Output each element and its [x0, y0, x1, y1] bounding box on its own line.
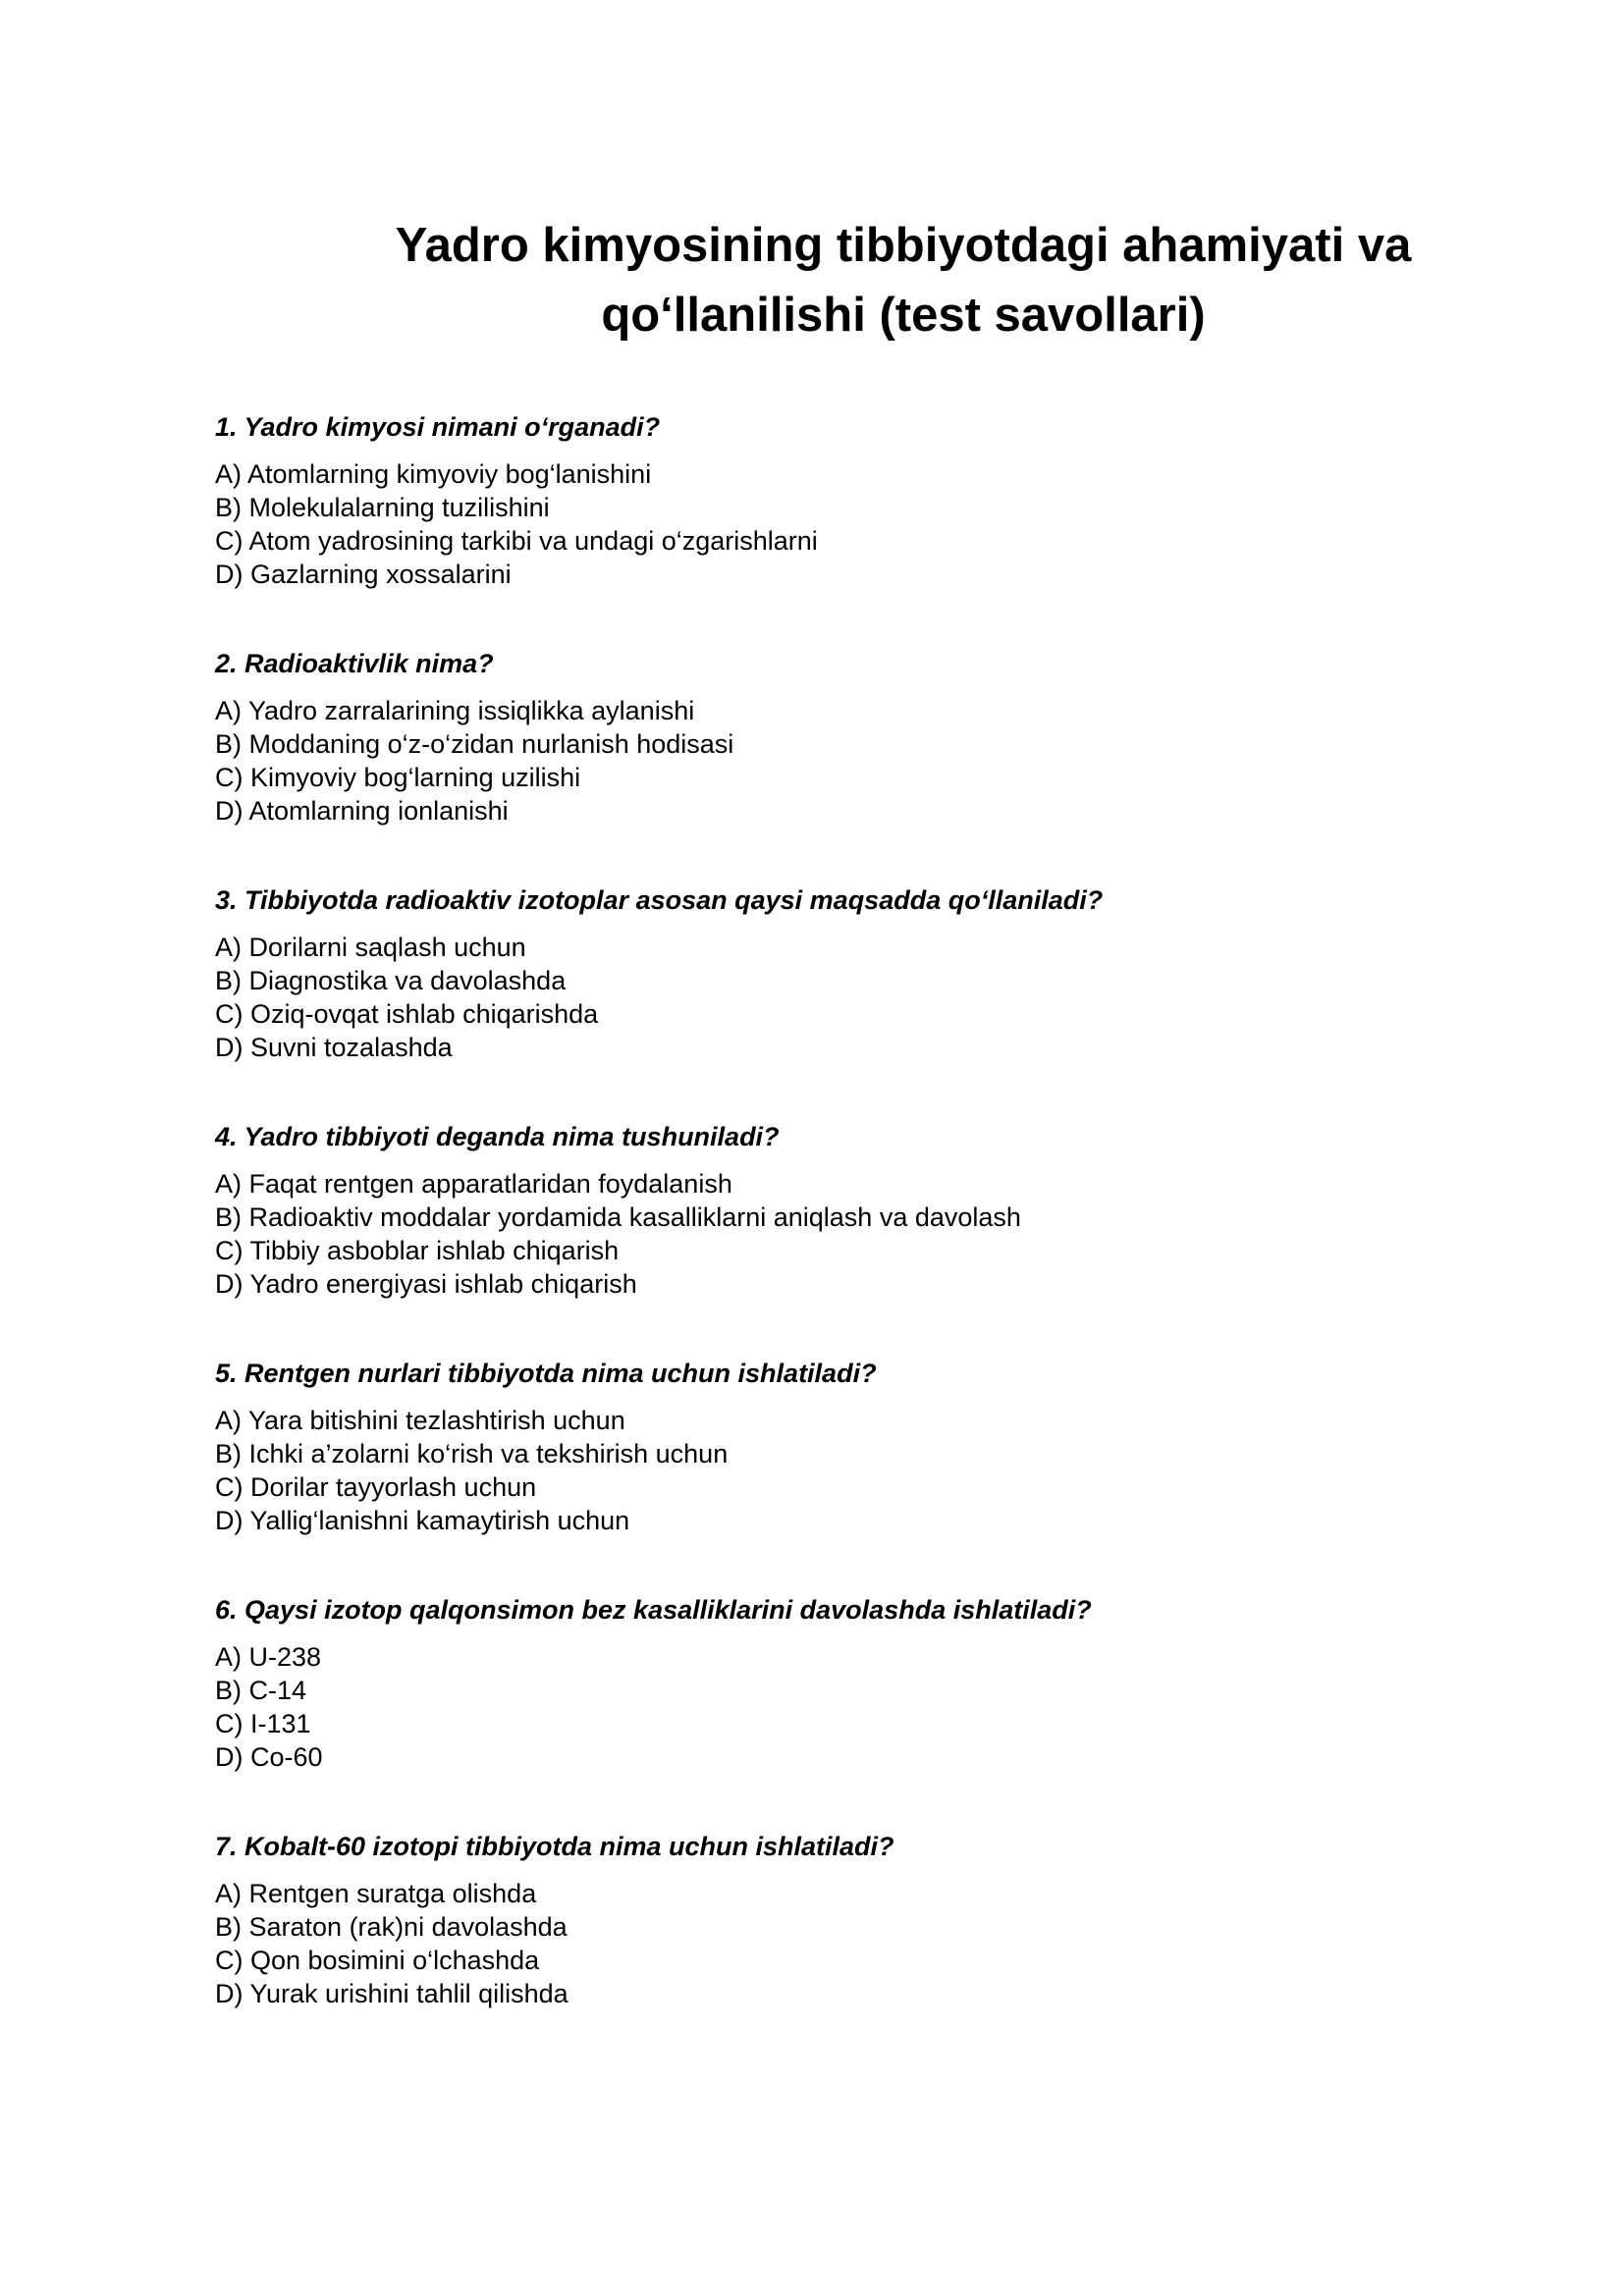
option-c: C) Atom yadrosining tarkibi va undagi o‘zgarishlarni: [215, 526, 818, 556]
question-text: 7. Kobalt-60 izotopi tibbiyotda nima uchun ishlatiladi?: [215, 1832, 894, 1861]
document-title: [216, 211, 1591, 350]
option-c: C) Tibbiy asboblar ishlab chiqarish: [215, 1236, 620, 1265]
option-a: A) U-238: [215, 1642, 322, 1672]
answer-options: [215, 1640, 1491, 1774]
option-b: B) C-14: [215, 1676, 307, 1705]
option-c: C) Qon bosimini o‘lchashda: [215, 1946, 540, 1975]
question-7: [215, 1829, 1491, 2065]
option-d: D) Yurak urishini tahlil qilishda: [215, 1979, 568, 2008]
option-a: A) Dorilarni saqlash uchun: [215, 933, 526, 962]
answer-options: [215, 1877, 1491, 2010]
option-d: D) Yallig‘lanishni kamaytirish uchun: [215, 1506, 630, 1535]
question-text: 5. Rentgen nurlari tibbiyotda nima uchun ishlatiladi?: [215, 1359, 877, 1388]
title-line-2: qo‘llanilishi (test savollari): [601, 289, 1206, 342]
title-line-1: Yadro kimyosining tibbiyotdagi ahamiyati va: [395, 219, 1412, 272]
answer-options: [215, 931, 1491, 1064]
option-c: C) Kimyoviy bog‘larning uzilishi: [215, 763, 581, 792]
option-c: C) Dorilar tayyorlash uchun: [215, 1472, 537, 1502]
option-b: B) Saraton (rak)ni davolashda: [215, 1912, 568, 1942]
answer-options: [215, 1404, 1491, 1537]
option-a: A) Yara bitishini tezlashtirish uchun: [215, 1406, 625, 1435]
option-d: D) Yadro energiyasi ishlab chiqarish: [215, 1269, 637, 1299]
question-3: [215, 882, 1491, 1119]
question-text: 6. Qaysi izotop qalqonsimon bez kasalliklarini davolashda ishlatiladi?: [215, 1595, 1092, 1625]
question-text: 2. Radioaktivlik nima?: [215, 649, 494, 678]
question-4: [215, 1119, 1491, 1356]
option-d: D) Co-60: [215, 1742, 323, 1772]
option-b: B) Moddaning o‘z-o‘zidan nurlanish hodisasi: [215, 729, 734, 759]
answer-options: [215, 694, 1491, 828]
option-a: A) Atomlarning kimyoviy bog‘lanishini: [215, 459, 652, 489]
question-5: [215, 1356, 1491, 1592]
question-text: 1. Yadro kimyosi nimani o‘rganadi?: [215, 412, 661, 442]
option-d: D) Gazlarning xossalarini: [215, 560, 512, 589]
option-b: B) Molekulalarning tuzilishini: [215, 493, 550, 522]
question-text: 4. Yadro tibbiyoti deganda nima tushuniladi?: [215, 1122, 780, 1151]
question-6: [215, 1592, 1491, 1829]
option-b: B) Diagnostika va davolashda: [215, 966, 567, 995]
option-d: D) Atomlarning ionlanishi: [215, 796, 509, 826]
option-b: B) Ichki a’zolarni ko‘rish va tekshirish uchun: [215, 1439, 729, 1468]
option-a: A) Faqat rentgen apparatlaridan foydalanish: [215, 1169, 732, 1199]
answer-options: [215, 457, 1491, 591]
answer-options: [215, 1167, 1491, 1301]
option-c: C) I-131: [215, 1709, 311, 1738]
question-1: [215, 409, 1491, 646]
option-a: A) Yadro zarralarining issiqlikka aylanishi: [215, 696, 695, 725]
question-2: [215, 646, 1491, 882]
option-d: D) Suvni tozalashda: [215, 1033, 453, 1062]
question-text: 3. Tibbiyotda radioaktiv izotoplar asosan qaysi maqsadda qo‘llaniladi?: [215, 885, 1104, 915]
option-b: B) Radioaktiv moddalar yordamida kasalliklarni aniqlash va davolash: [215, 1202, 1021, 1232]
option-c: C) Oziq-ovqat ishlab chiqarishda: [215, 999, 599, 1029]
option-a: A) Rentgen suratga olishda: [215, 1879, 537, 1908]
question-list: [215, 409, 1491, 2065]
